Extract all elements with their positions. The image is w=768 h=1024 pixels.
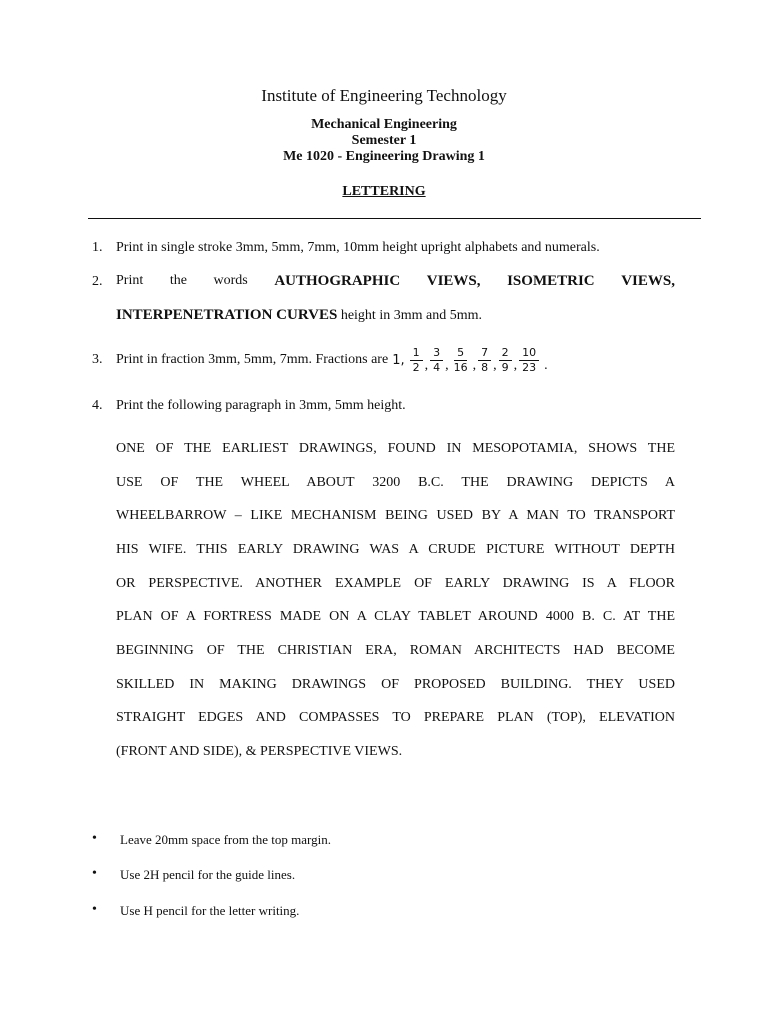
bullet-item: Leave 20mm space from the top margin. <box>120 832 331 847</box>
paragraph-line: OR PERSPECTIVE. ANOTHER EXAMPLE OF EARLY DRAWING IS A FLOOR <box>116 576 675 591</box>
fraction-line: Print in fraction 3mm, 5mm, 7mm. Fractions are 1, $\frac{1}{2}$ , $\frac{3}{4}$ , $\frac{5}{16}$ , $\frac{7}{8}$ , $\frac{2}{9}$ , $\frac{10}{23}$ . <box>116 345 548 374</box>
paragraph-line: BEGINNING OF THE CHRISTIAN ERA, ROMAN ARCHITECTS HAD BECOME <box>116 643 675 658</box>
paragraph-line: HIS WIFE. THIS EARLY DRAWING WAS A CRUDE PICTURE WITHOUT DEPTH <box>116 542 675 557</box>
bullet-icon: • <box>92 831 97 846</box>
bullet-item: Use 2H pencil for the guide lines. <box>120 867 296 882</box>
paragraph-line: ONE OF THE EARLIEST DRAWINGS, FOUND IN MESOPOTAMIA, SHOWS THE <box>116 441 675 456</box>
item-2-line-1 <box>116 273 675 290</box>
word: words <box>213 273 248 288</box>
item-text: Print the following paragraph in 3mm, 5mm height. <box>116 398 406 413</box>
fraction: $\frac{3}{4}$ <box>430 346 443 375</box>
word-bold: VIEWS, <box>426 273 481 289</box>
rest-text: height in 3mm and 5mm. <box>340 308 482 323</box>
item-2-line-2 <box>116 307 482 324</box>
paragraph-line: SKILLED IN MAKING DRAWINGS OF PROPOSED BUILDING. THEY USED <box>116 677 675 692</box>
item-text: Print in single stroke 3mm, 5mm, 7mm, 10mm height upright alphabets and numerals. <box>116 240 600 255</box>
department: Mechanical Engineering <box>311 117 457 132</box>
lead-number: 1, <box>392 352 405 368</box>
semester: Semester 1 <box>351 133 417 148</box>
bullet-icon: • <box>92 866 97 881</box>
paragraph-line: WHEELBARROW – LIKE MECHANISM BEING USED BY A MAN TO TRANSPORT <box>116 508 675 523</box>
item-number: 3. <box>92 352 103 367</box>
paragraph-line: (FRONT AND SIDE), & PERSPECTIVE VIEWS. <box>116 744 403 759</box>
item-text: Print in fraction 3mm, 5mm, 7mm. Fractions are <box>116 352 389 367</box>
paragraph-line: PLAN OF A FORTRESS MADE ON A CLAY TABLET AROUND 4000 B. C. AT THE <box>116 609 675 624</box>
fraction: $\frac{10}{23}$ <box>519 346 539 375</box>
item-number: 2. <box>92 274 103 289</box>
item-number: 1. <box>92 240 103 255</box>
bold-words: INTERPENETRATION CURVES <box>116 307 338 323</box>
item-number: 4. <box>92 398 103 413</box>
topic-heading: LETTERING <box>342 184 426 199</box>
paragraph-line: USE OF THE WHEEL ABOUT 3200 B.C. THE DRAWING DEPICTS A <box>116 475 675 490</box>
fraction: $\frac{5}{16}$ <box>453 345 468 374</box>
word-bold: ISOMETRIC <box>507 273 595 289</box>
divider <box>88 218 701 219</box>
fraction: $\frac{1}{2}$ <box>410 346 423 375</box>
fraction: $\frac{2}{9}$ <box>499 346 512 375</box>
word-bold: AUTHOGRAPHIC <box>274 273 401 289</box>
fraction: $\frac{7}{8}$ <box>478 346 491 375</box>
bullet-item: Use H pencil for the letter writing. <box>120 903 300 918</box>
institute-title: Institute of Engineering Technology <box>261 86 507 105</box>
course-code: Me 1020 - Engineering Drawing 1 <box>283 149 485 164</box>
end-punct: . <box>544 358 548 373</box>
word: the <box>169 273 187 288</box>
word: Print <box>116 273 144 288</box>
word-bold: VIEWS, <box>621 273 675 289</box>
bullet-icon: • <box>92 902 97 917</box>
paragraph-line: STRAIGHT EDGES AND COMPASSES TO PREPARE PLAN (TOP), ELEVATION <box>116 710 675 725</box>
